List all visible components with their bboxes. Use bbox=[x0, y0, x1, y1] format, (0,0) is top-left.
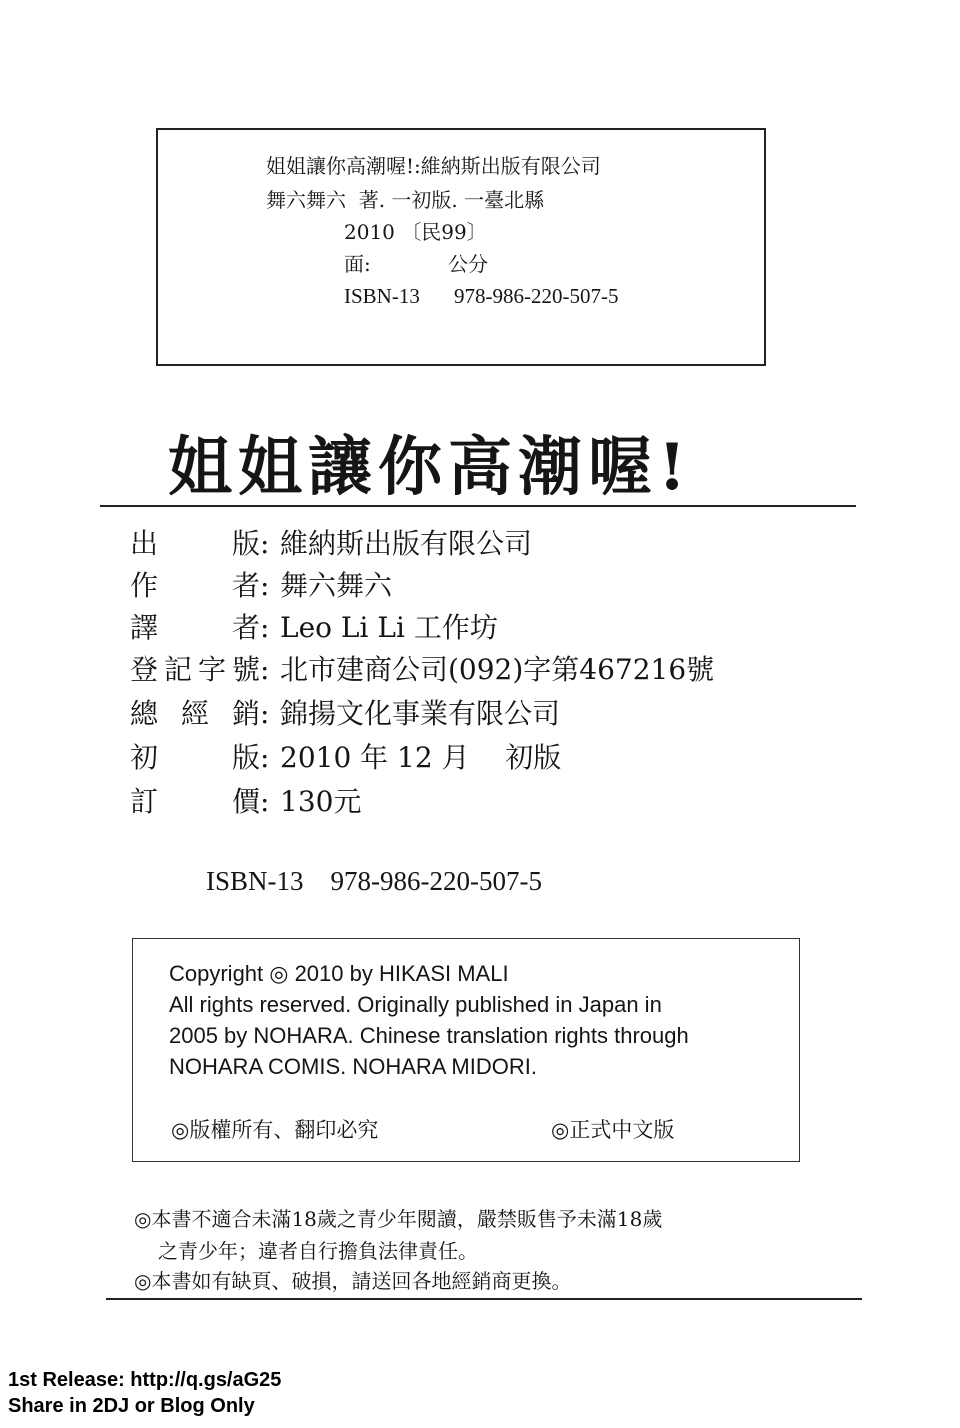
info-label: 譯者 bbox=[130, 611, 260, 644]
cip-isbn-value: 978-986-220-507-5 bbox=[454, 284, 619, 308]
isbn-label: ISBN-13 bbox=[206, 866, 304, 896]
cip-isbn-label: ISBN-13 bbox=[344, 284, 420, 308]
info-label: 作者 bbox=[130, 569, 260, 602]
info-value: 錦揚文化事業有限公司 bbox=[280, 697, 561, 730]
info-colon: : bbox=[260, 611, 270, 644]
age-notice: ◎本書不適合未滿18歲之青少年閱讀，嚴禁販售予未滿18歲 bbox=[134, 1207, 663, 1231]
info-label: 初版 bbox=[130, 741, 260, 774]
info-value: 北市建商公司(092)字第467216號 bbox=[280, 653, 715, 686]
info-colon: : bbox=[260, 741, 270, 774]
title-rule bbox=[100, 505, 856, 507]
info-value: 舞六舞六 bbox=[280, 569, 393, 602]
copyright-line: Copyright ◎ 2010 by HIKASI MALI bbox=[169, 961, 509, 986]
bottom-rule bbox=[106, 1298, 862, 1300]
share-line: Share in 2DJ or Blog Only bbox=[8, 1395, 255, 1417]
copyright-line: 2005 by NOHARA. Chinese translation rights through bbox=[169, 1023, 689, 1048]
info-colon: : bbox=[260, 569, 270, 602]
info-colon: : bbox=[260, 785, 270, 818]
release-line: 1st Release: http://q.gs/aG25 bbox=[8, 1369, 282, 1391]
cip-line-title: 姐姐讓你高潮喔!:維納斯出版有限公司 bbox=[266, 154, 601, 178]
book-title: 姐姐讓你高潮喔! bbox=[168, 430, 693, 505]
info-label: 登記字號 bbox=[130, 653, 260, 686]
copyright-line: NOHARA COMIS. NOHARA MIDORI. bbox=[169, 1054, 537, 1079]
cip-line-pages-unit: 公分 bbox=[448, 252, 488, 276]
cip-box bbox=[156, 128, 766, 366]
isbn-line bbox=[206, 866, 542, 897]
copyright-box bbox=[132, 938, 800, 1162]
copyright-line: All rights reserved. Originally published in Japan in bbox=[169, 992, 662, 1017]
cip-line-year: 2010 〔民99〕 bbox=[344, 220, 487, 244]
cip-line-pages-label: 面: bbox=[344, 252, 371, 276]
cip-line-author: 舞六舞六 著. 一初版. 一臺北縣 bbox=[266, 188, 545, 212]
info-value: 2010 年 12 月 初版 bbox=[280, 741, 562, 774]
info-value: 130元 bbox=[280, 785, 362, 818]
defect-notice: ◎本書如有缺頁、破損，請送回各地經銷商更換。 bbox=[134, 1269, 572, 1293]
info-label: 總經銷 bbox=[130, 697, 260, 730]
rights-reserved-note: ◎版權所有、翻印必究 bbox=[171, 1118, 379, 1142]
info-colon: : bbox=[260, 653, 270, 686]
age-notice-cont: 之青少年；違者自行擔負法律責任。 bbox=[158, 1239, 478, 1263]
info-value: Leo Li Li 工作坊 bbox=[280, 611, 498, 644]
info-value: 維納斯出版有限公司 bbox=[280, 527, 533, 560]
isbn-value: 978-986-220-507-5 bbox=[330, 866, 542, 896]
info-colon: : bbox=[260, 527, 270, 560]
info-label: 訂價 bbox=[130, 785, 260, 818]
info-label: 出版 bbox=[130, 527, 260, 560]
info-colon: : bbox=[260, 697, 270, 730]
official-edition-note: ◎正式中文版 bbox=[551, 1118, 675, 1142]
